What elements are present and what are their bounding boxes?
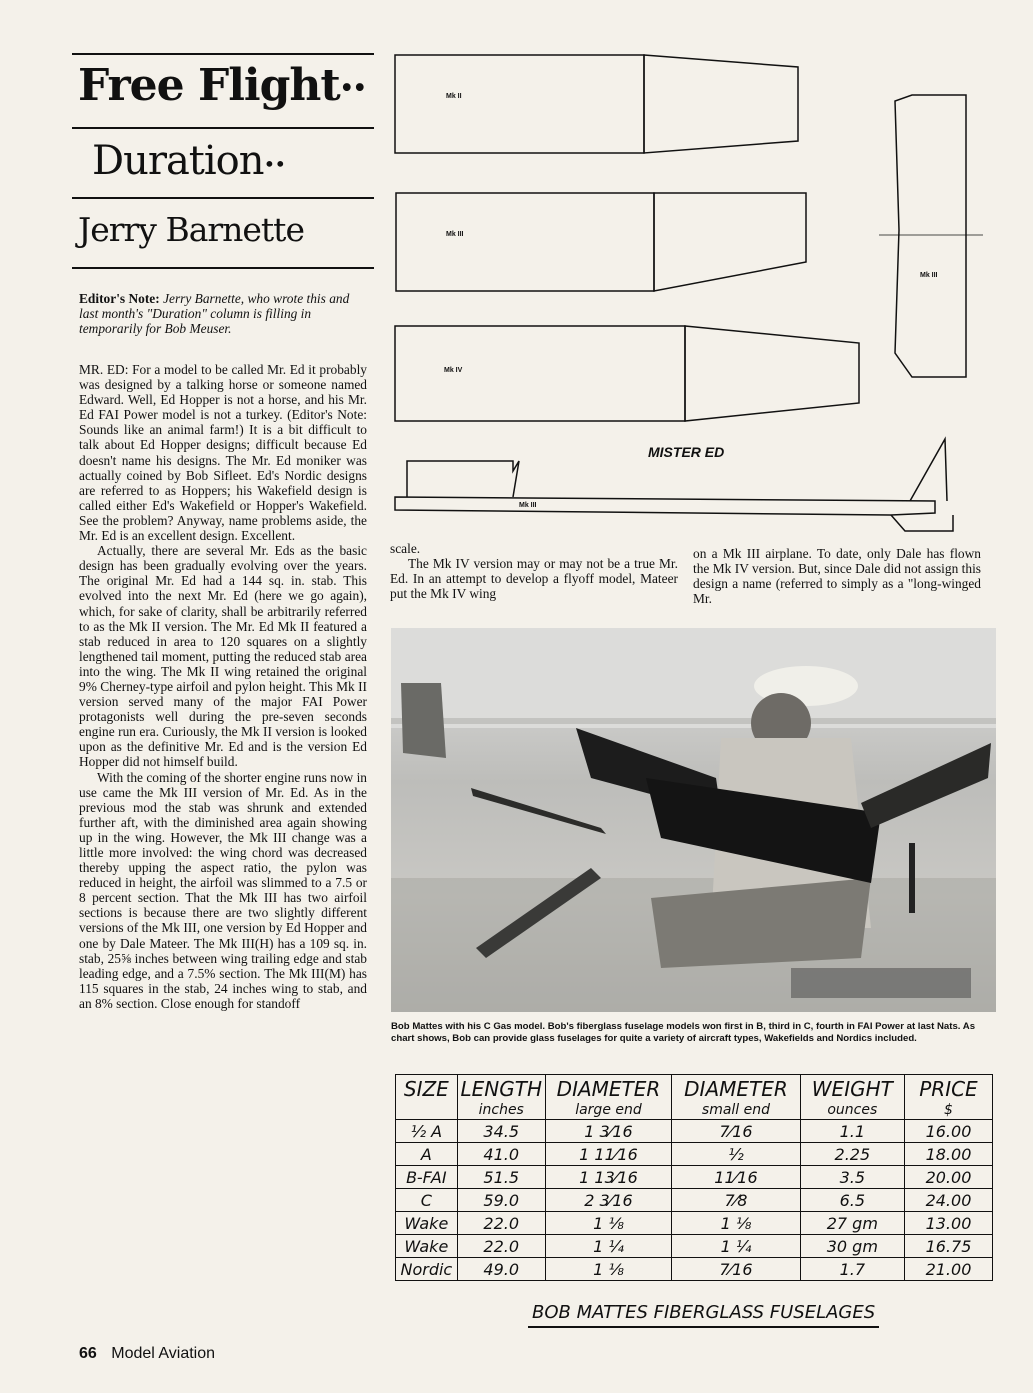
table-header: DIAMETER	[672, 1075, 801, 1102]
table-header: DIAMETER	[545, 1075, 671, 1102]
mk3-side-label: Mk III	[519, 502, 537, 509]
table-subheader-row	[396, 1101, 993, 1120]
editors-note-text: Jerry Barnette, who wrote this and last month's "Duration" column is filling in temporarily for Bob Meuser.	[79, 291, 350, 336]
mk2-label: Mk II	[446, 93, 462, 100]
table-row	[396, 1212, 993, 1235]
table-footer-title: BOB MATTES FIBERGLASS FUSELAGES	[528, 1302, 879, 1328]
mk4-wing-tip-panel	[685, 326, 859, 421]
mk3-wing-tip-panel	[654, 193, 806, 291]
table-cell: 34.5	[457, 1120, 545, 1143]
table-subheader	[396, 1101, 458, 1120]
header-rule-1	[72, 127, 374, 129]
header-top-rule	[72, 53, 374, 55]
side-fuselage	[395, 497, 935, 515]
side-rudder	[891, 515, 953, 531]
editors-note	[79, 291, 367, 336]
header-rule-2	[72, 197, 374, 199]
table-cell: 6.5	[800, 1189, 904, 1212]
table-cell: 1 ¼	[545, 1235, 671, 1258]
table-cell: 16.00	[904, 1120, 992, 1143]
page-footer	[79, 1345, 215, 1363]
table-cell: 1 13⁄16	[545, 1166, 671, 1189]
table-cell: 1 ⅛	[672, 1212, 801, 1235]
table-cell: 13.00	[904, 1212, 992, 1235]
paragraph: The Mk IV version may or may not be a true Mr. Ed. In an attempt to develop a flyoff model, Mateer put the Mk IV wing	[390, 556, 678, 602]
mk3-wing-root-panel	[396, 193, 654, 291]
publication-name: Model Aviation	[111, 1345, 216, 1362]
editors-note-label: Editor's Note:	[79, 291, 160, 306]
mk3-label: Mk III	[446, 231, 464, 238]
table-cell: 3.5	[800, 1166, 904, 1189]
table-cell: 27 gm	[800, 1212, 904, 1235]
table-subheader: $	[904, 1101, 992, 1120]
table-subheader: ounces	[800, 1101, 904, 1120]
side-view-title: MISTER ED	[648, 444, 725, 460]
paragraph: Actually, there are several Mr. Eds as the basic design has been gradually evolving over the years. The original Mr. Ed had a 144 sq. in. stab. This evolved into the next Mr. Ed (here we go again), which, for sake of clarity, shall be arbitrarily referred to as the Mk II version. The Mr. Ed Mk II featured a stab reduced in area to 120 squares on a slightly lengthened tail moment, putting the reduced stab area into the wing. The Mk II wing retained the original 9% Cherney-type airfoil and pylon height. This Mk II version served many of the major FAI Power protagonists well during the pre-seven seconds engine run era. Curiously, the Mk II version is looked upon as the definitive Mr. Ed and is the version Ed Hopper did not himself build.	[79, 543, 367, 770]
table-cell: ½ A	[396, 1120, 458, 1143]
table-cell: 59.0	[457, 1189, 545, 1212]
author-name: Jerry Barnette	[78, 210, 304, 249]
table-cell: 1 ¼	[672, 1235, 801, 1258]
table-row	[396, 1189, 993, 1212]
table-cell: 7⁄16	[672, 1258, 801, 1281]
table-cell: 1 11⁄16	[545, 1143, 671, 1166]
table-row	[396, 1166, 993, 1189]
table-cell: 51.5	[457, 1166, 545, 1189]
mk4-wing-root-panel	[395, 326, 685, 421]
table-row	[396, 1235, 993, 1258]
paragraph: scale.	[390, 541, 421, 556]
table-cell: 1 ⅛	[545, 1258, 671, 1281]
table-cell: 1 ⅛	[545, 1212, 671, 1235]
side-pylon-wing	[407, 461, 519, 497]
table-cell: 20.00	[904, 1166, 992, 1189]
paragraph: With the coming of the shorter engine runs now in use came the Mk III version of Mr. Ed. As in the previous mod the stab was shrunk and extended further aft, with the diminished area again showing up in the wing. However, the Mk III change was a little more involved: the wing chord was decreased thereby upping the aspect ratio, the pylon was reduced in height, the airfoil was slimmed to a 7.5 or 8 percent section. That the Mk III has two airfoil sections is because there are two slightly different versions of the Mk III, one version by Ed Hopper and one by Dale Mateer. The Mk III(H) has a 109 sq. in. stab, 25⅝ inches between wing trailing edge and stab leading edge, and a 7.5% section. The Mk III(M) has 115 squares in the stab, 24 inches wing to stab, and an 8% section. Close enough for standoff	[79, 769, 367, 1011]
table-row	[396, 1143, 993, 1166]
table-cell: Nordic	[396, 1258, 458, 1281]
side-fin	[910, 439, 947, 501]
table-header: SIZE	[396, 1075, 458, 1102]
model-drawings	[385, 45, 985, 545]
table-cell: 41.0	[457, 1143, 545, 1166]
page-number: 66	[79, 1345, 97, 1362]
table-subheader: inches	[457, 1101, 545, 1120]
table-cell: 11⁄16	[672, 1166, 801, 1189]
table-cell: B-FAI	[396, 1166, 458, 1189]
paragraph: MR. ED: For a model to be called Mr. Ed it probably was designed by a talking horse or someone named Edward. Well, Ed Hopper is not a horse, and his Mr. Ed FAI Power model is not a turkey. (Editor's Note: Sounds like an animal farm!) It is a bit difficult to talk about Ed Hopper designs; difficult because Ed doesn't name his designs. The Mr. Ed moniker was actually coined by Bob Sifleet. Ed's Nordic designs are referred to as Hoppers; his Wakefield design is called either Ed's Wakefield or Hopper's Wakefield. See the problem? Anyway, name problems aside, the Mr. Ed is an excellent design. Excellent.	[79, 362, 367, 544]
article-middle-column	[390, 541, 678, 601]
fuselage-price-table	[395, 1074, 993, 1281]
table-cell: 21.00	[904, 1258, 992, 1281]
paragraph: on a Mk III airplane. To date, only Dale has flown the Mk IV version. But, since Dale did not assign this design a name (referred to simply as a "long-winged Mr.	[693, 546, 981, 607]
column-title: Free Flight••	[78, 60, 366, 111]
table-header: PRICE	[904, 1075, 992, 1102]
mk3-stab-outline	[895, 95, 966, 377]
table-cell: 22.0	[457, 1235, 545, 1258]
table-row	[396, 1120, 993, 1143]
table-cell: C	[396, 1189, 458, 1212]
table-row	[396, 1258, 993, 1281]
photo-caption: Bob Mattes with his C Gas model. Bob's fiberglass fuselage models won first in B, third in C, fourth in FAI Power at last Nats. As chart shows, Bob can provide glass fuselages for quite a variety of aircraft types, Wakefields and Nordics included.	[391, 1021, 976, 1045]
header-bottom-rule	[72, 267, 374, 269]
article-right-column	[693, 546, 981, 606]
photo-bob-mattes	[391, 628, 996, 1012]
table-cell: A	[396, 1143, 458, 1166]
mk3-stab-label: Mk III	[920, 272, 938, 279]
table-cell: 18.00	[904, 1143, 992, 1166]
table-cell: Wake	[396, 1212, 458, 1235]
table-subheader: small end	[672, 1101, 801, 1120]
table-cell: 1.7	[800, 1258, 904, 1281]
table-cell: 1 3⁄16	[545, 1120, 671, 1143]
column-subtitle: Duration••	[92, 138, 286, 184]
table-header-row	[396, 1075, 993, 1102]
mk2-wing-tip-panel	[644, 55, 798, 153]
table-cell: 1.1	[800, 1120, 904, 1143]
mk4-label: Mk IV	[444, 367, 463, 374]
article-left-column	[79, 362, 367, 1337]
table-header: WEIGHT	[800, 1075, 904, 1102]
mk2-wing-root-panel	[395, 55, 644, 153]
table-cell: ½	[672, 1143, 801, 1166]
table-cell: 2 3⁄16	[545, 1189, 671, 1212]
table-cell: 2.25	[800, 1143, 904, 1166]
photo-scene	[391, 628, 996, 1012]
table-cell: 30 gm	[800, 1235, 904, 1258]
table-cell: Wake	[396, 1235, 458, 1258]
table-cell: 7⁄16	[672, 1120, 801, 1143]
table-header: LENGTH	[457, 1075, 545, 1102]
table-cell: 16.75	[904, 1235, 992, 1258]
table-cell: 49.0	[457, 1258, 545, 1281]
table-cell: 24.00	[904, 1189, 992, 1212]
table-cell: 22.0	[457, 1212, 545, 1235]
table-cell: 7⁄8	[672, 1189, 801, 1212]
table-subheader: large end	[545, 1101, 671, 1120]
